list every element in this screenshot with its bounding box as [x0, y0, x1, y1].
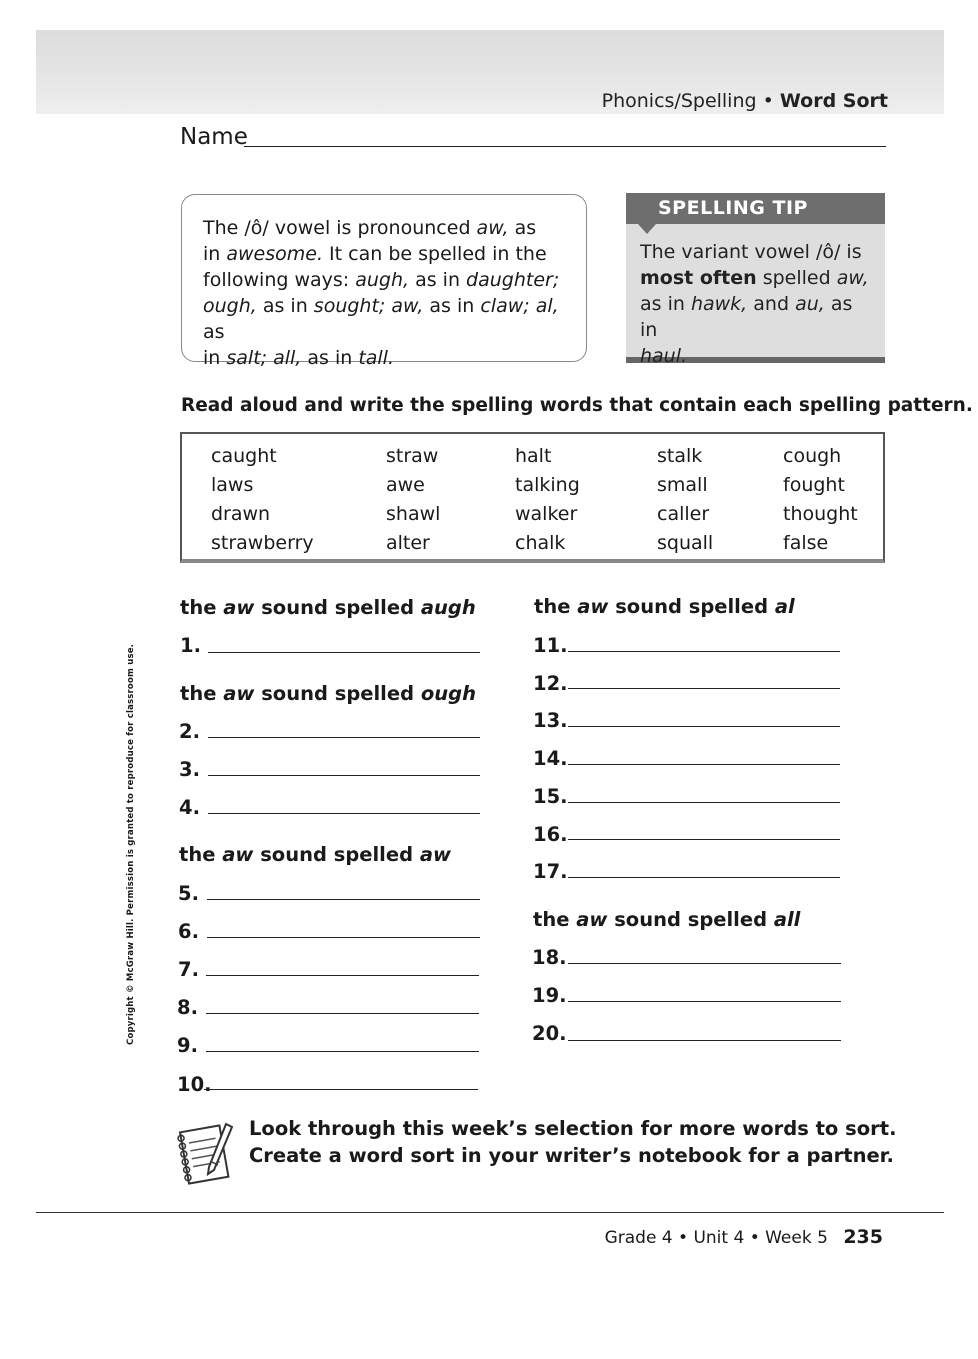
answer-row-8: 8.: [177, 996, 198, 1019]
instruction-text: Read aloud and write the spelling words that contain each spelling pattern.: [181, 395, 973, 416]
answer-line[interactable]: [568, 1040, 841, 1041]
word: small: [657, 474, 708, 496]
answer-row-7: 7.: [178, 958, 199, 981]
copyright-notice: Copyright © McGraw Hill. Permission is granted to reproduce for classroom use.: [126, 643, 136, 1045]
answer-row-1: 1.: [180, 634, 201, 657]
answer-row-11: 11.: [533, 634, 568, 657]
answer-line[interactable]: [206, 1051, 479, 1052]
word: walker: [515, 503, 578, 525]
answer-line[interactable]: [568, 802, 840, 803]
word-column: [211, 442, 314, 558]
answer-line[interactable]: [208, 737, 480, 738]
answer-row-9: 9.: [177, 1034, 198, 1057]
answer-line[interactable]: [206, 1013, 479, 1014]
footer-divider: [36, 1212, 944, 1213]
word: caller: [657, 503, 710, 525]
header-section: Phonics/Spelling: [601, 90, 757, 112]
answer-line[interactable]: [568, 963, 841, 964]
word: chalk: [515, 532, 566, 554]
info-box: [181, 194, 587, 369]
word: awe: [386, 474, 425, 496]
word: caught: [211, 445, 277, 467]
name-field[interactable]: [244, 146, 886, 147]
word: laws: [211, 474, 254, 496]
word-bank: [180, 432, 885, 563]
answer-row-4: 4.: [179, 796, 200, 819]
answer-line[interactable]: [207, 937, 480, 938]
word: false: [783, 532, 829, 554]
word: shawl: [386, 503, 441, 525]
answer-line[interactable]: [208, 813, 480, 814]
answer-row-6: 6.: [178, 920, 199, 943]
word: fought: [783, 474, 845, 496]
word: halt: [515, 445, 552, 467]
word-column: [515, 442, 580, 558]
answer-line[interactable]: [208, 652, 480, 653]
answer-line[interactable]: [204, 1089, 478, 1090]
word: straw: [386, 445, 439, 467]
word-column: [386, 442, 440, 558]
page-footer: [605, 1226, 883, 1248]
answer-row-13: 13.: [533, 709, 568, 732]
section-heading-augh: the aw sound spelled augh: [180, 596, 476, 619]
answer-line[interactable]: [568, 651, 840, 652]
word: alter: [386, 532, 430, 554]
answer-line[interactable]: [206, 975, 479, 976]
word: strawberry: [211, 532, 314, 554]
answer-row-10: 10.: [177, 1073, 212, 1096]
section-heading-aw: the aw sound spelled aw: [179, 843, 452, 866]
info-line: in awesome. It can be spelled in the: [203, 243, 547, 265]
word: talking: [515, 474, 580, 496]
word: drawn: [211, 503, 271, 525]
answer-row-18: 18.: [532, 946, 567, 969]
answer-line[interactable]: [568, 877, 840, 878]
answer-line[interactable]: [207, 899, 480, 900]
word: cough: [783, 445, 842, 467]
answer-line[interactable]: [568, 1001, 841, 1002]
extension-note: [249, 1115, 896, 1169]
section-heading-ough: the aw sound spelled ough: [180, 682, 476, 705]
answer-line[interactable]: [568, 726, 840, 727]
word-column: [657, 442, 713, 558]
notebook-pencil-icon: [176, 1118, 238, 1188]
spelling-tip-box: [626, 193, 885, 367]
answer-row-12: 12.: [533, 672, 568, 695]
answer-line[interactable]: [208, 775, 480, 776]
header-separator: •: [762, 90, 774, 112]
answer-row-19: 19.: [532, 984, 567, 1007]
answer-line[interactable]: [568, 764, 840, 765]
answer-row-5: 5.: [178, 882, 199, 905]
word: squall: [657, 532, 714, 554]
section-heading-all: the aw sound spelled all: [533, 908, 801, 931]
answer-row-2: 2.: [179, 720, 200, 743]
answer-line[interactable]: [568, 688, 840, 689]
note-line-1: Look through this week’s selection for more words to sort.: [249, 1117, 897, 1140]
answer-row-17: 17.: [533, 860, 568, 883]
answer-row-3: 3.: [179, 758, 200, 781]
section-heading-al: the aw sound spelled al: [534, 595, 795, 618]
answer-row-16: 16.: [533, 823, 568, 846]
info-line: following ways: augh, as in daughter;: [203, 269, 560, 291]
info-line: The /ô/ vowel is pronounced aw, as: [203, 217, 537, 239]
info-line: ough, as in sought; aw, as in claw; al, as: [203, 295, 559, 343]
spelling-tip-body: The variant vowel /ô/ is most often spelled aw, as in hawk, and au, as in haul.: [640, 241, 869, 367]
info-line: in salt; all, as in tall.: [203, 347, 395, 369]
page-number: 235: [843, 1226, 883, 1248]
answer-row-15: 15.: [533, 785, 568, 808]
name-label: Name: [180, 124, 248, 150]
word: stalk: [657, 445, 703, 467]
answer-line[interactable]: [568, 839, 840, 840]
header-title: Word Sort: [779, 90, 888, 112]
note-line-2: Create a word sort in your writer’s notebook for a partner.: [249, 1144, 894, 1167]
word-column: [783, 442, 858, 558]
page-header: [602, 90, 888, 112]
grade-unit-week: Grade 4 • Unit 4 • Week 5: [604, 1228, 828, 1248]
word: thought: [783, 503, 858, 525]
answer-row-20: 20.: [532, 1022, 567, 1045]
spelling-tip-heading: SPELLING TIP: [626, 193, 885, 224]
answer-row-14: 14.: [533, 747, 568, 770]
